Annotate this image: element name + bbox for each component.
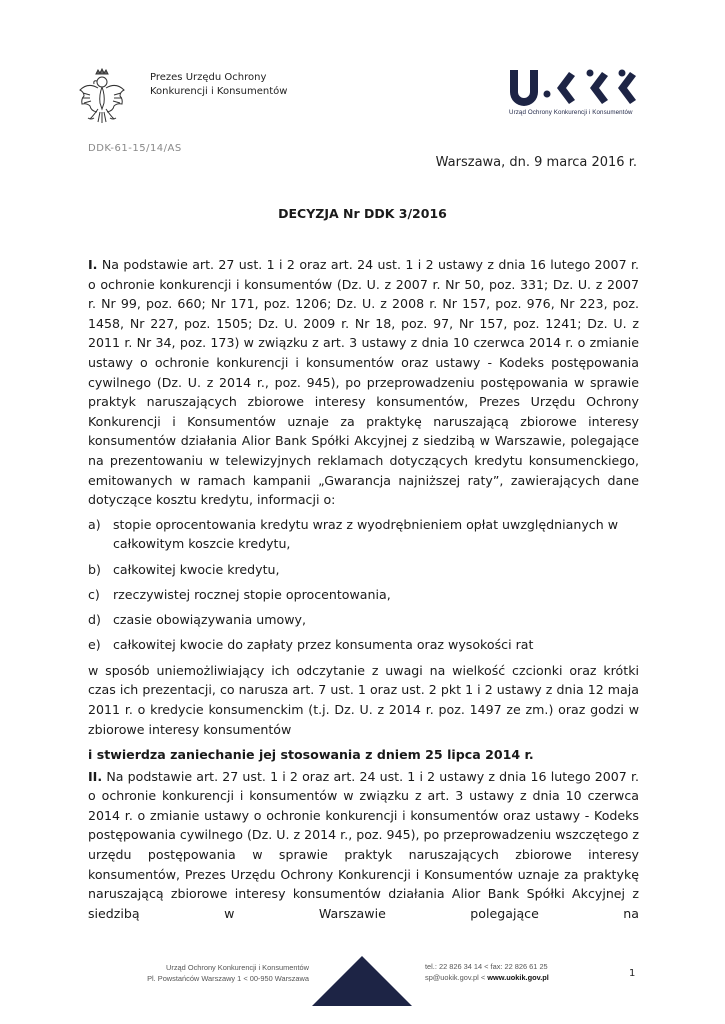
section-1-paragraph [88, 255, 639, 510]
list-item-marker: e) [88, 637, 101, 653]
footer-triangle-icon [312, 956, 412, 1006]
reference-number: DDK-61-15/14/AS [88, 143, 182, 154]
section-2-label: II. [88, 768, 103, 784]
list-item [88, 635, 639, 655]
authority-name [150, 71, 287, 99]
eagle-emblem-icon [78, 68, 126, 124]
list-item-text: czasie obowiązywania umowy, [113, 612, 306, 628]
list-item-marker: a) [88, 516, 101, 532]
section-1-label: I. [88, 257, 98, 272]
section-1-text: Na podstawie art. 27 ust. 1 i 2 oraz art. 24 ust. 1 i 2 ustawy z dnia 16 lutego 2007 r. o ochronie konkurencji i konsumentów (Dz. U. z 2007 r. Nr 50, poz. 331; Dz. U. z 2007 r. Nr 99, poz. 660; Nr 171, poz. 1206; Dz. U. z 2008 r. Nr 157, poz. 976, Nr 223, poz. 1458, Nr 227, poz. 1505; Dz. U. 2009 r. Nr 18, poz. 97, Nr 157, poz. 1241; Dz. U. z 2011 r. Nr 34, poz. 173) w związku z art. 3 ustawy z dnia 10 czerwca 2014 r. o zmianie ustawy o ochronie konkurencji i konsumentów oraz ustawy - Kodeks postępowania cywilnego (Dz. U. z 2014 r., poz. 945), po przeprowadzeniu postępowania w sprawie praktyk naruszających zbiorowe interesy konsumentów, Prezes Urzędu Ochrony Konkurencji i Konsumentów uznaje za praktykę naruszającą zbiorowe interesy konsumentów działania Alior Bank Spółki Akcyjnej z siedzibą w Warszawie, polegające na prezentowaniu w telewizyjnych reklamach dotyczących kredytu konsumenckiego, emitowanych w ramach kampanii „Gwarancja najniższej raty”, zawierających dane dotyczące kosztu kredytu, informacji o: [88, 257, 639, 508]
footer-web-line [425, 972, 549, 983]
list-item-marker: d) [88, 612, 101, 628]
footer-org-name: Urząd Ochrony Konkurencji i Konsumentów [166, 963, 309, 972]
list-item [88, 585, 639, 605]
document-body [88, 255, 639, 923]
list-item-text: rzeczywistej rocznej stopie oprocentowania, [113, 586, 391, 602]
section-2-paragraph [88, 767, 639, 924]
section-2-text: Na podstawie art. 27 ust. 1 i 2 oraz art. 24 ust. 1 i 2 ustawy z dnia 16 lutego 2007 r. o ochronie konkurencji i konsumentów w związku z art. 3 ustawy z dnia 10 czerwca 2014 r. o zmianie ustawy o ochronie konkurencji i konsumentów oraz ustawy - Kodeks postępowania cywilnego (Dz. U. z 2014 r., poz. 945), po przeprowadzeniu wszczętego z urzędu postępowania w sprawie praktyk naruszających zbiorowe interesy konsumentów, Prezes Urzędu Ochrony Konkurencji i Konsumentów uznaje za praktykę naruszającą zbiorowe interesy konsumentów działania Alior Bank Spółki Akcyjnej z siedzibą w Warszawie polegające na [88, 768, 639, 921]
footer-email[interactable]: sp@uokik.gov.pl [425, 973, 479, 982]
footer-phone: tel.: 22 826 34 14 < fax: 22 826 61 25 [425, 962, 548, 971]
footer-separator: < [478, 973, 488, 982]
list-item [88, 610, 639, 630]
footer-website[interactable]: www.uokik.gov.pl [487, 973, 549, 982]
section-1-conclusion: i stwierdza zaniechanie jej stosowania z dniem 25 lipca 2014 r. [88, 747, 534, 763]
footer-address-block [147, 962, 309, 984]
list-item-text: stopie oprocentowania kredytu wraz z wyodrębnieniem opłat uwzględnianych w całkowitym koszcie kredytu, [113, 516, 619, 552]
page-number: 1 [629, 968, 636, 979]
information-list [88, 515, 639, 655]
footer-address: Pl. Powstańców Warszawy 1 < 00-950 Warszawa [147, 974, 309, 983]
authority-line-2: Konkurencji i Konsumentów [150, 86, 288, 97]
footer-contact-block [425, 961, 549, 983]
list-item [88, 560, 639, 580]
list-item-text: całkowitej kwocie do zapłaty przez konsumenta oraz wysokości rat [113, 637, 534, 653]
list-item-text: całkowitej kwocie kredytu, [113, 561, 280, 577]
authority-line-1: Prezes Urzędu Ochrony [150, 72, 267, 83]
list-item-marker: c) [88, 586, 100, 602]
list-item [88, 515, 639, 554]
list-item-marker: b) [88, 561, 101, 577]
document-date: Warszawa, dn. 9 marca 2016 r. [435, 155, 637, 170]
section-1-continuation: w sposób uniemożliwiający ich odczytanie z uwagi na wielkość czcionki oraz krótki czas ich prezentacji, co narusza art. 7 ust. 1 oraz ust. 2 pkt 1 i 2 ustawy z dnia 12 maja 2011 r. o kredycie konsumenckim (t.j. Dz. U. z 2014 r. poz. 1497 ze zm.) oraz godzi w zbiorowe interesy konsumentów [88, 662, 639, 737]
logo-subtitle: Urząd Ochrony Konkurencji i Konsumentów [509, 109, 633, 116]
decision-title: DECYZJA Nr DDK 3/2016 [278, 206, 447, 221]
